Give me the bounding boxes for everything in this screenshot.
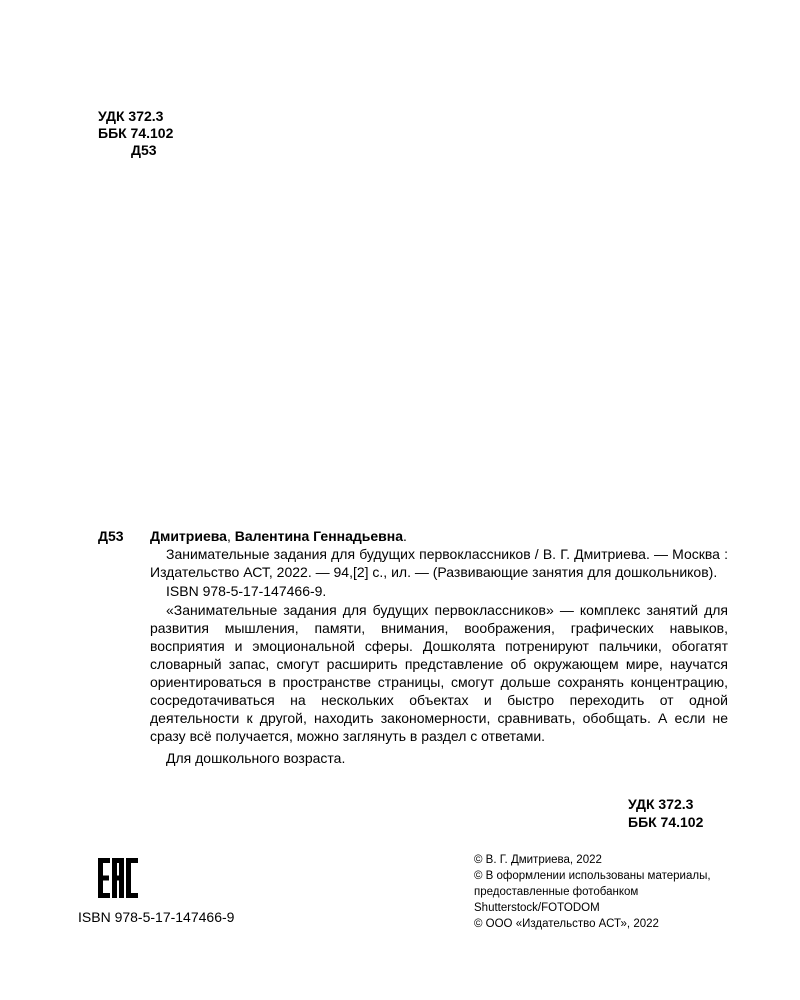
classification-bottom (628, 795, 703, 831)
udk-code: УДК 372.3 (98, 108, 164, 124)
catalog-card-isbn: ISBN 978-5-17-147466-9. (166, 583, 327, 599)
bibliographic-description: Занимательные задания для будущих первоклассников / В. Г. Дмитриева. — Москва : Издательство АСТ, 2022. — 94,[2] с., ил. — (Развивающие занятия для дошкольников). (150, 546, 728, 580)
cutter-code: Д53 (131, 142, 157, 158)
bbk-code-bottom: ББК 74.102 (628, 814, 704, 830)
author-surname: Дмитриева (150, 528, 227, 544)
catalog-card-code: Д53 (98, 528, 124, 544)
author-end: . (403, 528, 407, 544)
copyright-block (474, 852, 711, 932)
audience-note: Для дошкольного возраста. (166, 750, 346, 766)
copyright-author: © В. Г. Дмитриева, 2022 (474, 854, 602, 866)
udk-code-bottom: УДК 372.3 (628, 796, 694, 812)
annotation: «Занимательные задания для будущих первоклассников» — комплекс занятий для развития мышления, памяти, внимания, воображения, графических навыков, восприятия и эмоциональной сферы. Дошколята потренируют пальчики, обогатят словарный запас, смогут расширить представление об окружающем мире, научатся ориентироваться в пространстве страницы, смогут дольше сохранять концентрацию, сосредотачиваться на нескольких объектах и быстро переходить от одной деятельности к другой, находить закономерности, сравнивать, обобщать. А если не сразу всё получается, можно заглянуть в раздел с ответами. (150, 602, 728, 744)
classification-top (98, 108, 173, 159)
catalog-card-body (150, 545, 728, 767)
copyright-publisher: © ООО «Издательство АСТ», 2022 (474, 918, 659, 930)
copyright-materials-cont: предоставленные фотобанком (474, 886, 639, 898)
copyright-photobank: Shutterstock/FOTODOM (474, 902, 600, 914)
copyright-materials: © В оформлении использованы материалы, (474, 870, 711, 882)
bbk-code: ББК 74.102 (98, 125, 174, 141)
eac-mark-icon (98, 858, 138, 898)
catalog-card-author (150, 527, 407, 545)
author-separator: , (226, 528, 235, 544)
author-given-names: Валентина Геннадьевна (234, 528, 404, 544)
isbn-bottom: ISBN 978-5-17-147466-9 (78, 909, 235, 925)
